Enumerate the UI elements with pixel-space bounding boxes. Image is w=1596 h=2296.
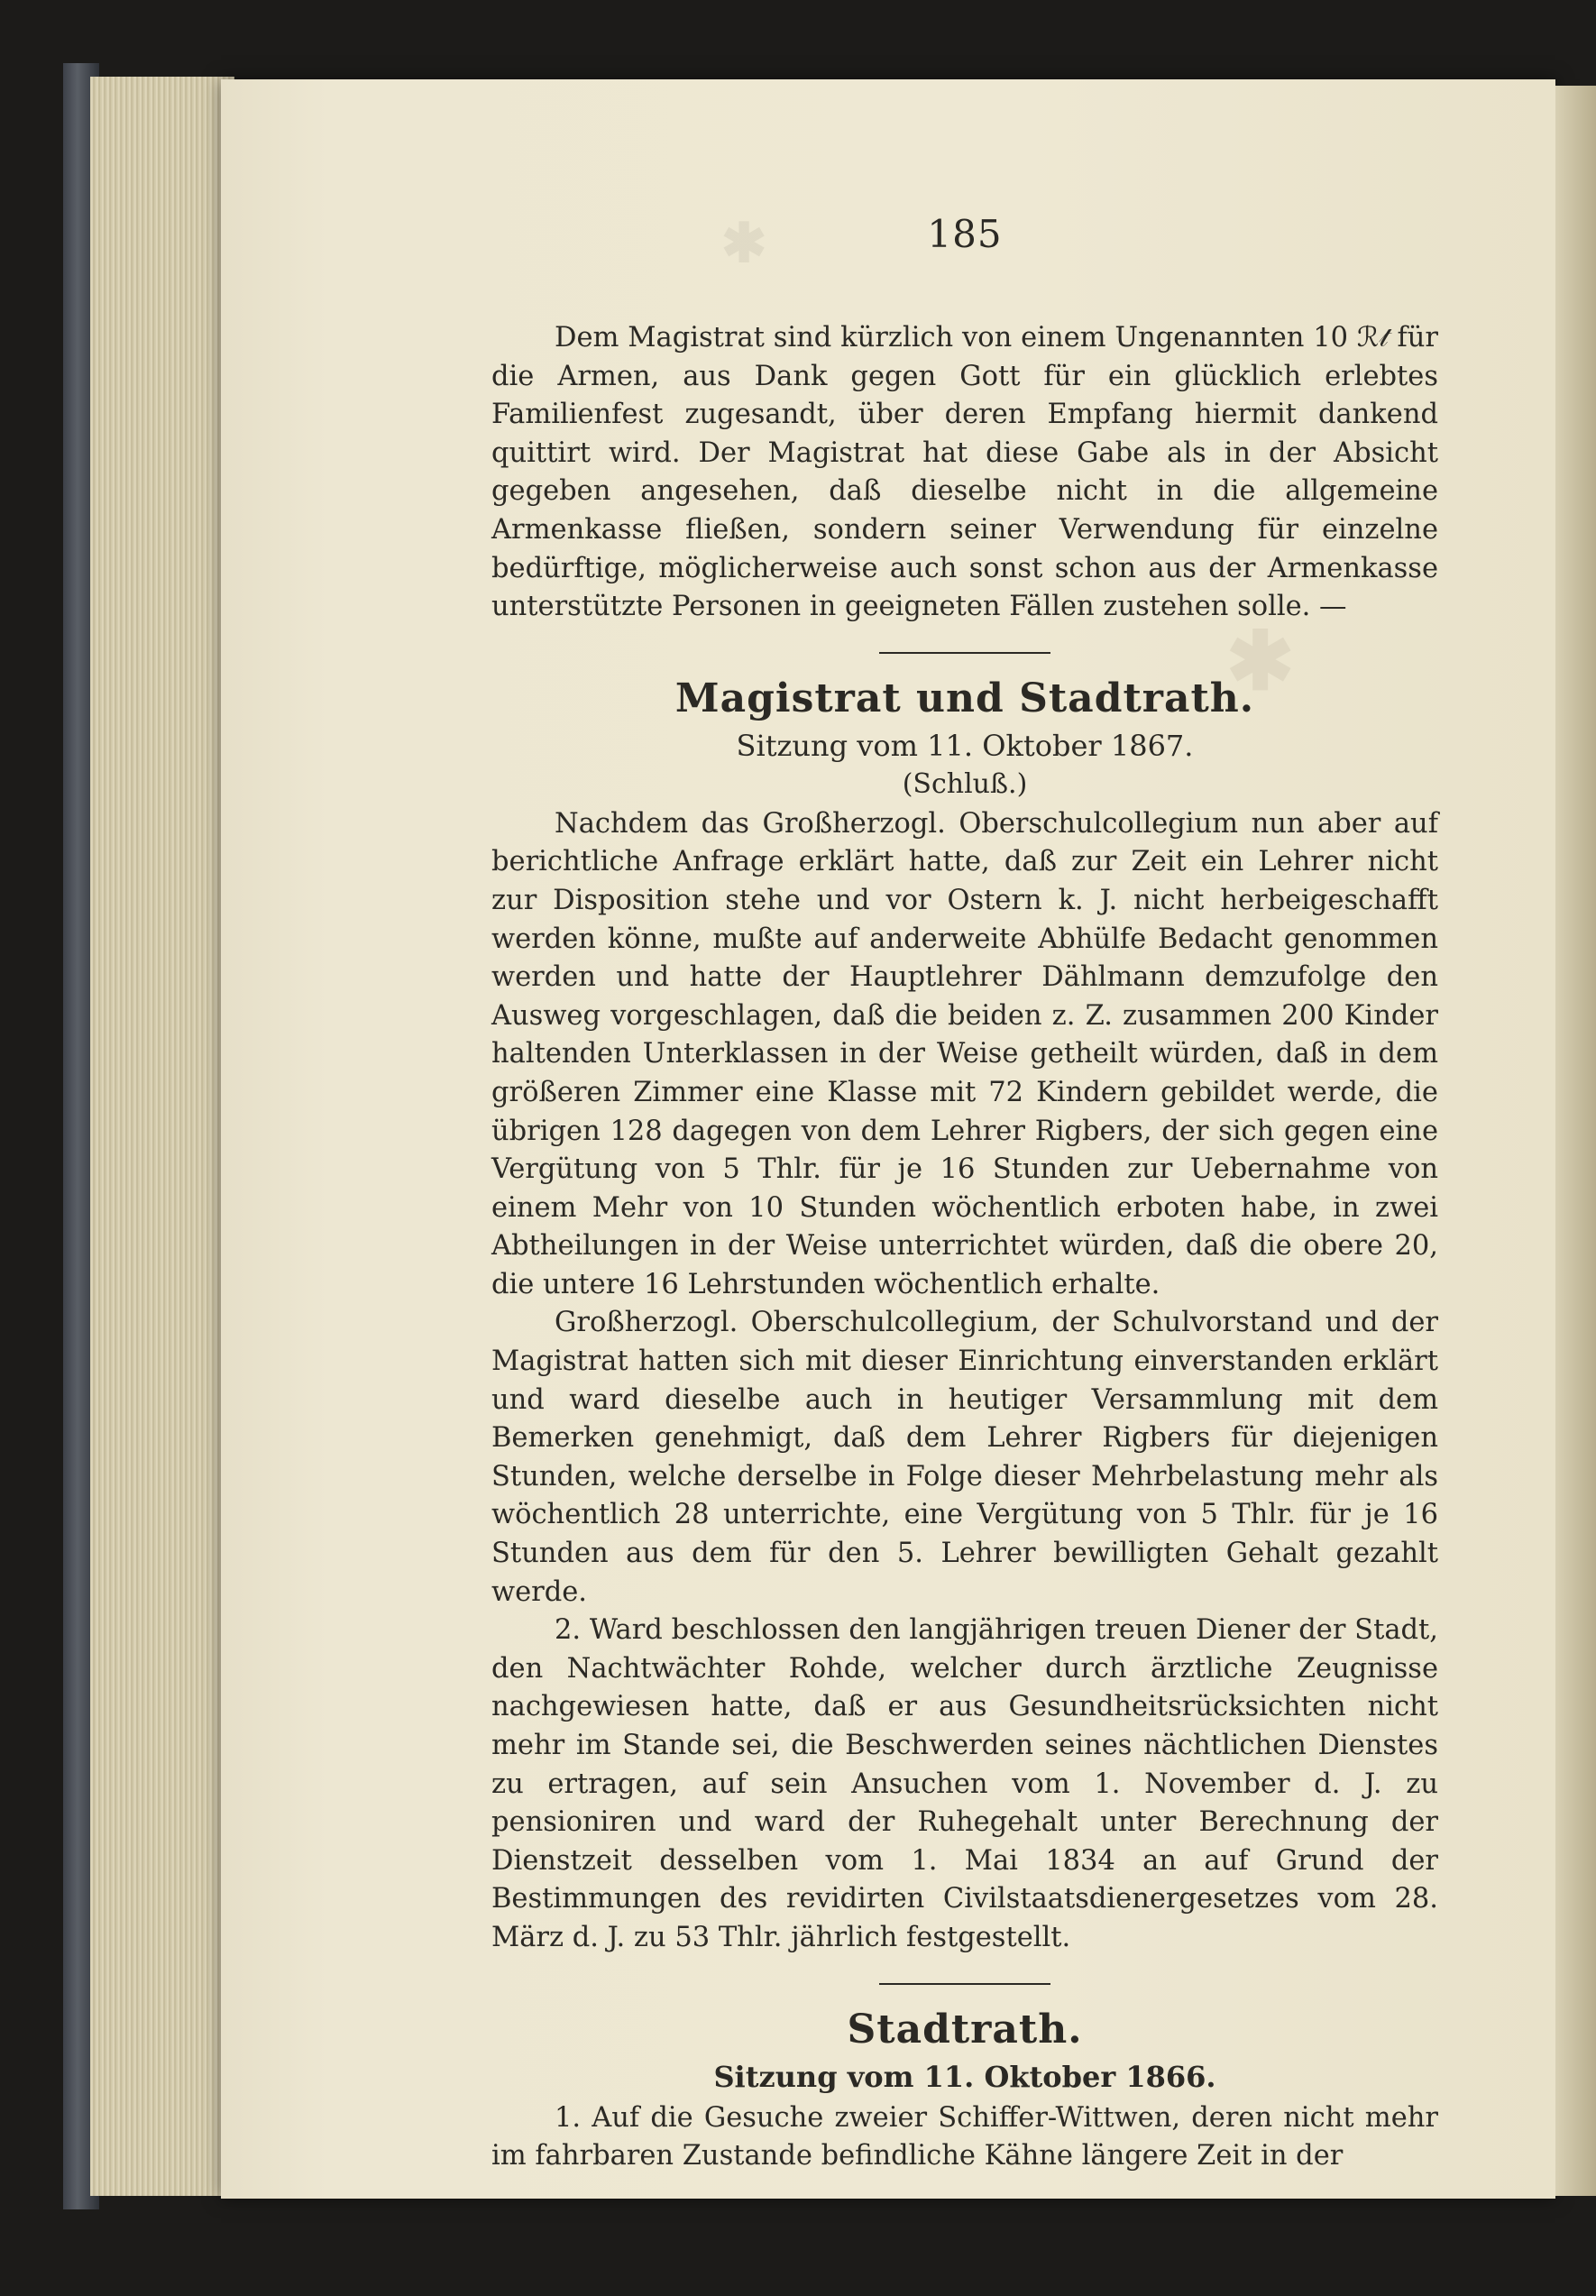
section-title-stadtrath: Stadtrath. [847, 2006, 1083, 2053]
paragraph-einrichtung: Großherzogl. Oberschulcollegium, der Schulvorstand und der Magistrat hatten sich mit dieser Einrichtung einverstanden erklärt und ward dieselbe auch in heutiger Versammlung mit dem Bemerken genehmigt, daß dem Lehrer Rigbers für diejenigen Stunden, welche derselbe in Folge dieser Mehrbelastung mehr als wöchentlich 28 unterrichte, eine Vergütung von 5 Thlr. für je 16 Stunden aus dem für den 5. Lehrer bewilligten Gehalt gezahlt werde. [491, 1307, 1438, 1608]
paragraph-oberschulcollegium: Nachdem das Großherzogl. Oberschulcollegium nun aber auf berichtliche Anfrage erklärt hatte, daß zur Zeit ein Lehrer nicht zur Disposition stehe und vor Ostern k. J. nicht herbeigeschafft werden könne, mußte auf anderweite Abhülfe Bedacht genommen werden und hatte der Hauptlehrer Dählmann demzufolge den Ausweg vorgeschlagen, daß die beiden z. Z. zusammen 200 Kinder haltenden Unterklassen in der Weise getheilt würden, daß in dem größeren Zimmer eine Klasse mit 72 Kindern gebildet werde, die übrigen 128 dagegen von dem Lehrer Rigbers, der sich gegen eine Vergütung von 5 Thlr. für je 16 Stunden zur Uebernahme von einem Mehr von 10 Stunden wöchentlich erboten habe, in zwei Abtheilungen in der Weise unterrichtet würden, daß die obere 20, die untere 16 Lehrstunden wöchentlich erhalte. [491, 807, 1438, 1300]
section-separator [879, 652, 1050, 654]
session-date-1867: Sitzung vom 11. Oktober 1867. [736, 728, 1194, 763]
section-title-magistrat: Magistrat und Stadtrath. [674, 675, 1255, 721]
paragraph-nachtwaechter: 2. Ward beschlossen den langjährigen treuen Diener der Stadt, den Nachtwächter Rohde, welcher durch ärztliche Zeugnisse nachgewiesen hatte, daß er aus Gesundheitsrücksichten nicht mehr im Stande sei, die Beschwerden seines nächtlichen Dienstes zu ertragen, auf sein Ansuchen vom 1. November d. J. zu pensioniren und ward der Ruhegehalt unter Berechnung der Dienstzeit desselben vom 1. Mai 1834 an auf Grund der Bestimmungen des revidirten Civilstaatsdienergesetzes vom 28. März d. J. zu 53 Thlr. jährlich festgestellt. [491, 1614, 1438, 1953]
right-page-edge [1555, 86, 1596, 2196]
bleed-through-mark: ✱ [1226, 613, 1295, 709]
page-number: 185 [927, 212, 1003, 256]
paragraph-schiffer-wittwen: 1. Auf die Gesuche zweier Schiffer-Wittwen, deren nicht mehr im fahrbaren Zustande befindliche Kähne längere Zeit in der [491, 2101, 1438, 2172]
page-stack-edges [90, 77, 234, 2196]
conclusion-note: (Schluß.) [902, 767, 1028, 800]
bleed-through-mark: ✱ [721, 212, 767, 275]
intro-paragraph: Dem Magistrat sind kürzlich von einem Ungenannten 10 ℛ𝓉 für die Armen, aus Dank gegen Gott für ein glücklich erlebtes Familienfest zugesandt, über deren Empfang hiermit dankend quittirt wird. Der Magistrat hat diese Gabe als in der Absicht gegeben angesehen, daß dieselbe nicht in die allgemeine Armenkasse fließen, sondern seiner Verwendung für einzelne bedürftige, möglicherweise auch sonst schon aus der Armenkasse unterstützte Personen in geeigneten Fällen zustehen solle. — [491, 322, 1438, 623]
page-content [491, 212, 1438, 2176]
session-date-1866: Sitzung vom 11. Oktober 1866. [713, 2059, 1216, 2094]
section-separator [879, 1983, 1050, 1985]
